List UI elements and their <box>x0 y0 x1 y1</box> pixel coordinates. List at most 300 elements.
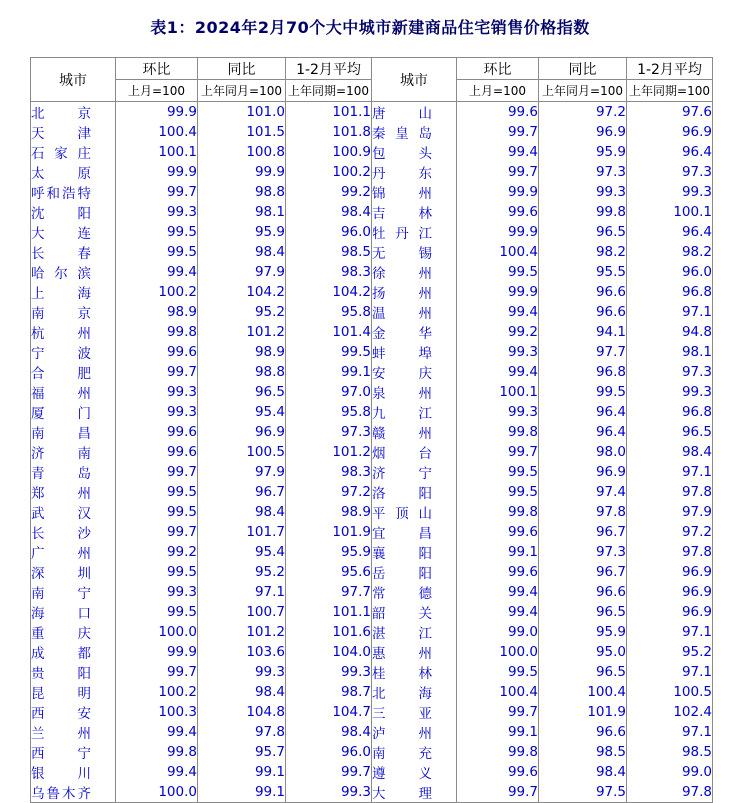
city-cell <box>372 442 457 462</box>
value-cell: 97.3 <box>627 162 713 182</box>
city-name: 济宁 <box>372 466 432 482</box>
table-row <box>31 402 713 422</box>
city-cell <box>31 422 116 442</box>
value-cell: 99.7 <box>116 522 198 542</box>
value-cell: 97.3 <box>286 422 372 442</box>
city-name: 唐山 <box>372 106 432 122</box>
value-cell: 95.5 <box>539 262 627 282</box>
header-mom-right: 环比 <box>457 58 539 80</box>
value-cell: 99.9 <box>457 282 539 302</box>
table-body <box>31 102 713 803</box>
city-name: 岳阳 <box>372 566 432 582</box>
city-name: 武汉 <box>31 506 91 522</box>
table-row <box>31 262 713 282</box>
value-cell: 101.0 <box>198 102 286 123</box>
city-name: 韶关 <box>372 606 432 622</box>
table-row <box>31 382 713 402</box>
value-cell: 96.6 <box>539 302 627 322</box>
value-cell: 95.0 <box>539 642 627 662</box>
table-row <box>31 302 713 322</box>
header-avg-left: 1-2月平均 <box>286 58 372 80</box>
value-cell: 100.4 <box>457 242 539 262</box>
value-cell: 96.9 <box>539 122 627 142</box>
value-cell: 99.4 <box>457 602 539 622</box>
value-cell: 98.4 <box>627 442 713 462</box>
city-cell <box>31 182 116 202</box>
table-row <box>31 622 713 642</box>
city-name: 长春 <box>31 246 91 262</box>
value-cell: 100.4 <box>116 122 198 142</box>
value-cell: 99.5 <box>457 262 539 282</box>
value-cell: 97.9 <box>198 262 286 282</box>
city-name: 秦皇岛 <box>372 126 432 142</box>
value-cell: 99.5 <box>116 222 198 242</box>
city-name: 西安 <box>31 706 91 722</box>
value-cell: 99.7 <box>457 782 539 803</box>
value-cell: 101.2 <box>198 322 286 342</box>
value-cell: 99.3 <box>539 182 627 202</box>
city-cell <box>31 462 116 482</box>
city-name: 长沙 <box>31 526 91 542</box>
value-cell: 99.5 <box>116 482 198 502</box>
city-cell <box>31 242 116 262</box>
value-cell: 100.2 <box>116 282 198 302</box>
city-name: 金华 <box>372 326 432 342</box>
value-cell: 97.1 <box>627 622 713 642</box>
value-cell: 99.1 <box>457 722 539 742</box>
value-cell: 96.7 <box>198 482 286 502</box>
value-cell: 98.4 <box>286 722 372 742</box>
city-name: 广州 <box>31 546 91 562</box>
city-name: 九江 <box>372 406 432 422</box>
value-cell: 96.9 <box>627 122 713 142</box>
value-cell: 100.7 <box>198 602 286 622</box>
city-name: 石家庄 <box>31 146 91 162</box>
table-row <box>31 702 713 722</box>
value-cell: 104.8 <box>198 702 286 722</box>
table-row <box>31 642 713 662</box>
value-cell: 99.7 <box>116 662 198 682</box>
city-name: 南昌 <box>31 426 91 442</box>
value-cell: 101.1 <box>286 102 372 123</box>
value-cell: 96.9 <box>627 602 713 622</box>
city-cell <box>372 482 457 502</box>
value-cell: 95.9 <box>539 142 627 162</box>
value-cell: 100.1 <box>116 142 198 162</box>
value-cell: 99.5 <box>539 382 627 402</box>
value-cell: 99.8 <box>116 742 198 762</box>
city-name: 丹东 <box>372 166 432 182</box>
value-cell: 99.8 <box>457 742 539 762</box>
value-cell: 96.6 <box>539 582 627 602</box>
city-cell <box>372 362 457 382</box>
value-cell: 100.0 <box>116 622 198 642</box>
value-cell: 98.9 <box>286 502 372 522</box>
value-cell: 99.9 <box>457 222 539 242</box>
value-cell: 96.7 <box>539 522 627 542</box>
value-cell: 99.7 <box>286 762 372 782</box>
value-cell: 96.9 <box>627 582 713 602</box>
value-cell: 99.4 <box>457 302 539 322</box>
value-cell: 99.4 <box>457 582 539 602</box>
subheader-mom-left: 上月=100 <box>116 80 198 102</box>
city-name: 上海 <box>31 286 91 302</box>
value-cell: 96.8 <box>539 362 627 382</box>
city-cell <box>372 762 457 782</box>
city-name: 重庆 <box>31 626 91 642</box>
city-cell <box>372 462 457 482</box>
value-cell: 99.9 <box>116 162 198 182</box>
city-cell <box>372 502 457 522</box>
value-cell: 97.2 <box>539 102 627 123</box>
value-cell: 100.0 <box>457 642 539 662</box>
value-cell: 99.0 <box>457 622 539 642</box>
value-cell: 99.6 <box>116 442 198 462</box>
value-cell: 96.8 <box>627 402 713 422</box>
city-name: 湛江 <box>372 626 432 642</box>
city-name: 昆明 <box>31 686 91 702</box>
value-cell: 98.9 <box>116 302 198 322</box>
city-name: 无锡 <box>372 246 432 262</box>
value-cell: 97.8 <box>627 782 713 803</box>
value-cell: 99.7 <box>457 702 539 722</box>
city-name: 天津 <box>31 126 91 142</box>
city-name: 惠州 <box>372 646 432 662</box>
value-cell: 96.5 <box>539 222 627 242</box>
value-cell: 99.0 <box>627 762 713 782</box>
table-row <box>31 462 713 482</box>
value-cell: 100.8 <box>198 142 286 162</box>
value-cell: 99.6 <box>116 342 198 362</box>
table-row <box>31 542 713 562</box>
value-cell: 101.8 <box>286 122 372 142</box>
value-cell: 98.1 <box>627 342 713 362</box>
value-cell: 99.1 <box>198 782 286 803</box>
header-city-left: 城市 <box>31 58 116 102</box>
value-cell: 104.2 <box>286 282 372 302</box>
value-cell: 97.1 <box>627 662 713 682</box>
table-row <box>31 582 713 602</box>
value-cell: 101.4 <box>286 322 372 342</box>
city-name: 合肥 <box>31 366 91 382</box>
value-cell: 99.8 <box>457 502 539 522</box>
city-cell <box>31 642 116 662</box>
city-name: 南京 <box>31 306 91 322</box>
city-cell <box>31 582 116 602</box>
value-cell: 98.3 <box>286 462 372 482</box>
city-cell <box>372 102 457 123</box>
city-cell <box>372 262 457 282</box>
table-row <box>31 662 713 682</box>
table-row <box>31 282 713 302</box>
city-name: 吉林 <box>372 206 432 222</box>
city-name: 锦州 <box>372 186 432 202</box>
city-cell <box>31 722 116 742</box>
value-cell: 97.0 <box>286 382 372 402</box>
city-name: 泸州 <box>372 726 432 742</box>
value-cell: 96.0 <box>627 262 713 282</box>
value-cell: 99.7 <box>116 362 198 382</box>
city-name: 南宁 <box>31 586 91 602</box>
value-cell: 95.2 <box>627 642 713 662</box>
city-cell <box>31 602 116 622</box>
value-cell: 98.3 <box>286 262 372 282</box>
table-row <box>31 182 713 202</box>
value-cell: 100.2 <box>116 682 198 702</box>
value-cell: 95.6 <box>286 562 372 582</box>
value-cell: 96.4 <box>539 402 627 422</box>
subheader-yoy-left: 上年同月=100 <box>198 80 286 102</box>
city-cell <box>31 562 116 582</box>
city-name: 温州 <box>372 306 432 322</box>
city-cell <box>31 302 116 322</box>
city-name: 济南 <box>31 446 91 462</box>
city-name: 西宁 <box>31 746 91 762</box>
city-name: 杭州 <box>31 326 91 342</box>
city-cell <box>372 702 457 722</box>
value-cell: 96.9 <box>539 462 627 482</box>
value-cell: 97.6 <box>627 102 713 123</box>
value-cell: 99.1 <box>286 362 372 382</box>
value-cell: 98.2 <box>627 242 713 262</box>
table-row <box>31 762 713 782</box>
value-cell: 99.5 <box>116 502 198 522</box>
city-name: 海口 <box>31 606 91 622</box>
table-row <box>31 242 713 262</box>
value-cell: 96.7 <box>539 562 627 582</box>
value-cell: 96.5 <box>627 422 713 442</box>
value-cell: 95.4 <box>198 402 286 422</box>
value-cell: 95.8 <box>286 302 372 322</box>
table-row <box>31 102 713 123</box>
header-mom-left: 环比 <box>116 58 198 80</box>
city-cell <box>31 142 116 162</box>
city-cell <box>372 382 457 402</box>
value-cell: 99.5 <box>457 462 539 482</box>
value-cell: 98.5 <box>627 742 713 762</box>
city-cell <box>31 102 116 123</box>
value-cell: 99.1 <box>198 762 286 782</box>
value-cell: 98.8 <box>198 182 286 202</box>
value-cell: 99.6 <box>457 562 539 582</box>
city-name: 太原 <box>31 166 91 182</box>
value-cell: 95.4 <box>198 542 286 562</box>
city-cell <box>372 222 457 242</box>
city-cell <box>372 722 457 742</box>
city-cell <box>372 522 457 542</box>
value-cell: 97.4 <box>539 482 627 502</box>
city-name: 大连 <box>31 226 91 242</box>
value-cell: 97.9 <box>198 462 286 482</box>
value-cell: 101.2 <box>198 622 286 642</box>
value-cell: 99.6 <box>457 762 539 782</box>
city-cell <box>372 622 457 642</box>
value-cell: 97.1 <box>198 582 286 602</box>
value-cell: 97.8 <box>539 502 627 522</box>
table-row <box>31 342 713 362</box>
city-cell <box>31 162 116 182</box>
value-cell: 99.3 <box>116 582 198 602</box>
value-cell: 96.4 <box>627 142 713 162</box>
value-cell: 100.3 <box>116 702 198 722</box>
city-cell <box>372 682 457 702</box>
city-cell <box>31 762 116 782</box>
city-name: 乌鲁木齐 <box>31 786 91 802</box>
city-cell <box>372 142 457 162</box>
city-cell <box>372 162 457 182</box>
value-cell: 100.1 <box>627 202 713 222</box>
header-yoy-right: 同比 <box>539 58 627 80</box>
city-name: 沈阳 <box>31 206 91 222</box>
value-cell: 96.8 <box>627 282 713 302</box>
value-cell: 99.7 <box>116 182 198 202</box>
value-cell: 99.3 <box>286 782 372 803</box>
value-cell: 103.6 <box>198 642 286 662</box>
value-cell: 99.5 <box>116 602 198 622</box>
value-cell: 101.7 <box>198 522 286 542</box>
value-cell: 99.2 <box>286 182 372 202</box>
value-cell: 97.1 <box>627 722 713 742</box>
table-row <box>31 482 713 502</box>
value-cell: 99.6 <box>457 522 539 542</box>
value-cell: 95.2 <box>198 302 286 322</box>
value-cell: 97.2 <box>627 522 713 542</box>
value-cell: 99.9 <box>116 102 198 123</box>
city-cell <box>372 642 457 662</box>
value-cell: 99.7 <box>116 462 198 482</box>
value-cell: 95.9 <box>198 222 286 242</box>
city-cell <box>372 282 457 302</box>
table-row <box>31 362 713 382</box>
city-name: 宁波 <box>31 346 91 362</box>
value-cell: 99.4 <box>116 722 198 742</box>
value-cell: 98.1 <box>198 202 286 222</box>
city-name: 包头 <box>372 146 432 162</box>
value-cell: 97.2 <box>286 482 372 502</box>
value-cell: 99.2 <box>116 542 198 562</box>
value-cell: 99.3 <box>627 382 713 402</box>
city-cell <box>31 382 116 402</box>
value-cell: 100.0 <box>116 782 198 803</box>
city-cell <box>372 122 457 142</box>
city-name: 深圳 <box>31 566 91 582</box>
city-cell <box>31 122 116 142</box>
city-cell <box>31 662 116 682</box>
value-cell: 100.4 <box>457 682 539 702</box>
value-cell: 98.4 <box>198 682 286 702</box>
table-row <box>31 682 713 702</box>
value-cell: 99.6 <box>457 202 539 222</box>
value-cell: 99.3 <box>116 402 198 422</box>
city-cell <box>372 322 457 342</box>
value-cell: 94.8 <box>627 322 713 342</box>
value-cell: 95.8 <box>286 402 372 422</box>
header-avg-right: 1-2月平均 <box>627 58 713 80</box>
table-row <box>31 522 713 542</box>
city-cell <box>31 322 116 342</box>
city-cell <box>372 562 457 582</box>
city-cell <box>31 362 116 382</box>
city-cell <box>372 242 457 262</box>
city-cell <box>372 402 457 422</box>
city-name: 三亚 <box>372 706 432 722</box>
city-name: 徐州 <box>372 266 432 282</box>
value-cell: 98.7 <box>286 682 372 702</box>
table-row <box>31 602 713 622</box>
value-cell: 100.5 <box>198 442 286 462</box>
value-cell: 97.7 <box>539 342 627 362</box>
value-cell: 101.5 <box>198 122 286 142</box>
value-cell: 98.4 <box>539 762 627 782</box>
value-cell: 101.2 <box>286 442 372 462</box>
city-cell <box>372 742 457 762</box>
value-cell: 98.4 <box>286 202 372 222</box>
city-cell <box>31 522 116 542</box>
value-cell: 97.8 <box>627 482 713 502</box>
header-yoy-left: 同比 <box>198 58 286 80</box>
value-cell: 100.9 <box>286 142 372 162</box>
city-cell <box>31 482 116 502</box>
table-row <box>31 142 713 162</box>
header-city-right: 城市 <box>372 58 457 102</box>
city-name: 贵阳 <box>31 666 91 682</box>
value-cell: 98.4 <box>198 242 286 262</box>
city-name: 蚌埠 <box>372 346 432 362</box>
subheader-yoy-right: 上年同月=100 <box>539 80 627 102</box>
value-cell: 99.3 <box>286 662 372 682</box>
city-name: 福州 <box>31 386 91 402</box>
table-row <box>31 502 713 522</box>
city-cell <box>31 442 116 462</box>
city-name: 平顶山 <box>372 506 432 522</box>
city-name: 安庆 <box>372 366 432 382</box>
value-cell: 95.2 <box>198 562 286 582</box>
city-cell <box>31 502 116 522</box>
value-cell: 97.8 <box>627 542 713 562</box>
value-cell: 99.2 <box>457 322 539 342</box>
value-cell: 99.4 <box>116 262 198 282</box>
city-name: 成都 <box>31 646 91 662</box>
city-cell <box>372 662 457 682</box>
value-cell: 96.9 <box>198 422 286 442</box>
value-cell: 96.4 <box>627 222 713 242</box>
city-cell <box>31 702 116 722</box>
value-cell: 97.3 <box>539 542 627 562</box>
table-row <box>31 122 713 142</box>
city-name: 大理 <box>372 786 432 802</box>
city-name: 银川 <box>31 766 91 782</box>
city-name: 遵义 <box>372 766 432 782</box>
city-name: 呼和浩特 <box>31 186 91 202</box>
value-cell: 100.1 <box>457 382 539 402</box>
city-cell <box>31 782 116 803</box>
table-header <box>31 58 713 102</box>
value-cell: 97.1 <box>627 462 713 482</box>
value-cell: 97.9 <box>627 502 713 522</box>
city-name: 郑州 <box>31 486 91 502</box>
value-cell: 96.0 <box>286 222 372 242</box>
value-cell: 104.0 <box>286 642 372 662</box>
value-cell: 96.6 <box>539 722 627 742</box>
value-cell: 99.3 <box>627 182 713 202</box>
value-cell: 96.9 <box>627 562 713 582</box>
city-cell <box>372 182 457 202</box>
city-cell <box>372 422 457 442</box>
value-cell: 96.5 <box>198 382 286 402</box>
value-cell: 99.3 <box>116 382 198 402</box>
city-cell <box>31 202 116 222</box>
table-row <box>31 162 713 182</box>
